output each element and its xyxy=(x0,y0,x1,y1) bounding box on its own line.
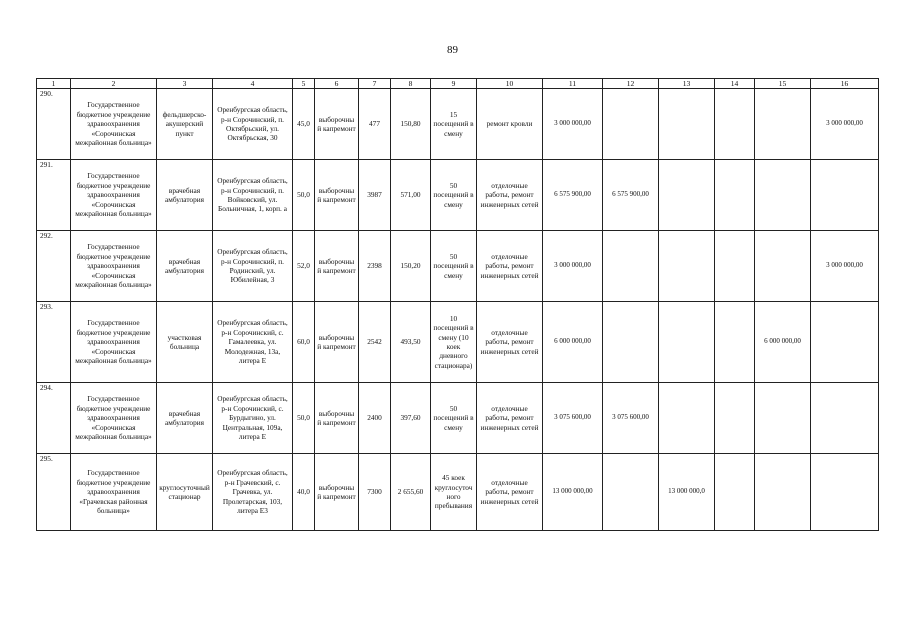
cost-col16: 3 000 000,00 xyxy=(811,231,879,302)
header-cell: 7 xyxy=(359,79,391,89)
organization-name: Государственное бюджетное учреждение здравоохранения «Сорочинская межрайонная больница» xyxy=(71,231,157,302)
header-cell: 15 xyxy=(755,79,811,89)
cost-col12 xyxy=(603,454,659,531)
facility-address: Оренбургская область, р-н Сорочинский, п. Войковский, ул. Больничная, 1, корп. а xyxy=(213,160,293,231)
col7-value: 477 xyxy=(359,89,391,160)
cost-col12: 6 575 900,00 xyxy=(603,160,659,231)
header-row xyxy=(37,79,879,89)
work-description: отделочные работы, ремонт инженерных сетей xyxy=(477,302,543,383)
table-row xyxy=(37,89,879,160)
work-kind: выборочный капремонт xyxy=(315,383,359,454)
cost-total: 13 000 000,00 xyxy=(543,454,603,531)
row-number: 293. xyxy=(37,302,71,383)
row-number: 294. xyxy=(37,383,71,454)
facility-type: врачебная амбулатория xyxy=(157,160,213,231)
col8-value: 397,60 xyxy=(391,383,431,454)
work-kind: выборочный капремонт xyxy=(315,89,359,160)
header-cell: 5 xyxy=(293,79,315,89)
capacity: 10 посещений в смену (10 коек дневного стационара) xyxy=(431,302,477,383)
work-description: отделочные работы, ремонт инженерных сетей xyxy=(477,231,543,302)
facility-address: Оренбургская область, р-н Сорочинский, с. Гамалеевка, ул. Молодежная, 13а, литера Е xyxy=(213,302,293,383)
cost-col13 xyxy=(659,302,715,383)
page-number: 89 xyxy=(447,44,458,56)
area-value: 45,0 xyxy=(293,89,315,160)
area-value: 60,0 xyxy=(293,302,315,383)
header-cell: 6 xyxy=(315,79,359,89)
facility-address: Оренбургская область, р-н Сорочинский, п. Октябрьский, ул. Октябрьская, 30 xyxy=(213,89,293,160)
col8-value: 150,20 xyxy=(391,231,431,302)
header-cell: 1 xyxy=(37,79,71,89)
header-cell: 16 xyxy=(811,79,879,89)
col8-value: 150,80 xyxy=(391,89,431,160)
header-cell: 10 xyxy=(477,79,543,89)
work-description: отделочные работы, ремонт инженерных сетей xyxy=(477,454,543,531)
cost-col12 xyxy=(603,302,659,383)
facility-type: фельдшерско-акушерский пункт xyxy=(157,89,213,160)
cost-col12 xyxy=(603,89,659,160)
col7-value: 7300 xyxy=(359,454,391,531)
work-description: отделочные работы, ремонт инженерных сетей xyxy=(477,160,543,231)
header-cell: 3 xyxy=(157,79,213,89)
row-number: 295. xyxy=(37,454,71,531)
cost-col15 xyxy=(755,383,811,454)
cost-col15: 6 000 000,00 xyxy=(755,302,811,383)
organization-name: Государственное бюджетное учреждение здравоохранения «Сорочинская межрайонная больница» xyxy=(71,383,157,454)
header-cell: 14 xyxy=(715,79,755,89)
cost-col14 xyxy=(715,383,755,454)
col8-value: 571,00 xyxy=(391,160,431,231)
work-kind: выборочный капремонт xyxy=(315,302,359,383)
header-cell: 4 xyxy=(213,79,293,89)
cost-col15 xyxy=(755,231,811,302)
capacity: 50 посещений в смену xyxy=(431,160,477,231)
cost-total: 6 575 900,00 xyxy=(543,160,603,231)
table-row xyxy=(37,454,879,531)
organization-name: Государственное бюджетное учреждение здравоохранения «Сорочинская межрайонная больница» xyxy=(71,302,157,383)
work-description: ремонт кровли xyxy=(477,89,543,160)
cost-col13 xyxy=(659,89,715,160)
facility-type: врачебная амбулатория xyxy=(157,383,213,454)
cost-col14 xyxy=(715,89,755,160)
table-row xyxy=(37,160,879,231)
header-cell: 11 xyxy=(543,79,603,89)
cost-col16 xyxy=(811,454,879,531)
cost-col13: 13 000 000,0 xyxy=(659,454,715,531)
row-number: 290. xyxy=(37,89,71,160)
facility-address: Оренбургская область, р-н Сорочинский, с. Бурдыгино, ул. Центральная, 109а, литера Е xyxy=(213,383,293,454)
registry-table xyxy=(36,78,879,531)
col7-value: 2398 xyxy=(359,231,391,302)
capacity: 15 посещений в смену xyxy=(431,89,477,160)
table-row xyxy=(37,302,879,383)
col8-value: 2 655,60 xyxy=(391,454,431,531)
cost-col16 xyxy=(811,302,879,383)
cost-col14 xyxy=(715,160,755,231)
area-value: 52,0 xyxy=(293,231,315,302)
organization-name: Государственное бюджетное учреждение здравоохранения «Сорочинская межрайонная больница» xyxy=(71,89,157,160)
header-cell: 9 xyxy=(431,79,477,89)
facility-type: участковая больница xyxy=(157,302,213,383)
table-row xyxy=(37,231,879,302)
cost-total: 3 000 000,00 xyxy=(543,89,603,160)
cost-col16 xyxy=(811,160,879,231)
work-kind: выборочный капремонт xyxy=(315,231,359,302)
organization-name: Государственное бюджетное учреждение здравоохранения «Грачевская районная больница» xyxy=(71,454,157,531)
table-row xyxy=(37,383,879,454)
cost-total: 6 000 000,00 xyxy=(543,302,603,383)
col8-value: 493,50 xyxy=(391,302,431,383)
row-number: 292. xyxy=(37,231,71,302)
work-description: отделочные работы, ремонт инженерных сетей xyxy=(477,383,543,454)
header-cell: 2 xyxy=(71,79,157,89)
header-cell: 12 xyxy=(603,79,659,89)
cost-col14 xyxy=(715,231,755,302)
col7-value: 2400 xyxy=(359,383,391,454)
facility-type: врачебная амбулатория xyxy=(157,231,213,302)
cost-col13 xyxy=(659,231,715,302)
cost-col13 xyxy=(659,383,715,454)
capacity: 50 посещений в смену xyxy=(431,231,477,302)
cost-col14 xyxy=(715,302,755,383)
cost-total: 3 075 600,00 xyxy=(543,383,603,454)
work-kind: выборочный капремонт xyxy=(315,454,359,531)
facility-address: Оренбургская область, р-н Сорочинский, п. Родинский, ул. Юбилейная, 3 xyxy=(213,231,293,302)
cost-col15 xyxy=(755,89,811,160)
header-cell: 13 xyxy=(659,79,715,89)
cost-col16: 3 000 000,00 xyxy=(811,89,879,160)
cost-col14 xyxy=(715,454,755,531)
area-value: 50,0 xyxy=(293,383,315,454)
area-value: 40,0 xyxy=(293,454,315,531)
capacity: 50 посещений в смену xyxy=(431,383,477,454)
cost-col16 xyxy=(811,383,879,454)
cost-col15 xyxy=(755,454,811,531)
row-number: 291. xyxy=(37,160,71,231)
col7-value: 3987 xyxy=(359,160,391,231)
header-cell: 8 xyxy=(391,79,431,89)
organization-name: Государственное бюджетное учреждение здравоохранения «Сорочинская межрайонная больница» xyxy=(71,160,157,231)
capacity: 45 коек круглосуточного пребывания xyxy=(431,454,477,531)
work-kind: выборочный капремонт xyxy=(315,160,359,231)
area-value: 50,0 xyxy=(293,160,315,231)
col7-value: 2542 xyxy=(359,302,391,383)
cost-total: 3 000 000,00 xyxy=(543,231,603,302)
cost-col13 xyxy=(659,160,715,231)
cost-col12: 3 075 600,00 xyxy=(603,383,659,454)
cost-col15 xyxy=(755,160,811,231)
cost-col12 xyxy=(603,231,659,302)
facility-type: круглосуточный стационар xyxy=(157,454,213,531)
facility-address: Оренбургская область, р-н Грачевский, с. Грачевка, ул. Пролетарская, 103, литера Е3 xyxy=(213,454,293,531)
